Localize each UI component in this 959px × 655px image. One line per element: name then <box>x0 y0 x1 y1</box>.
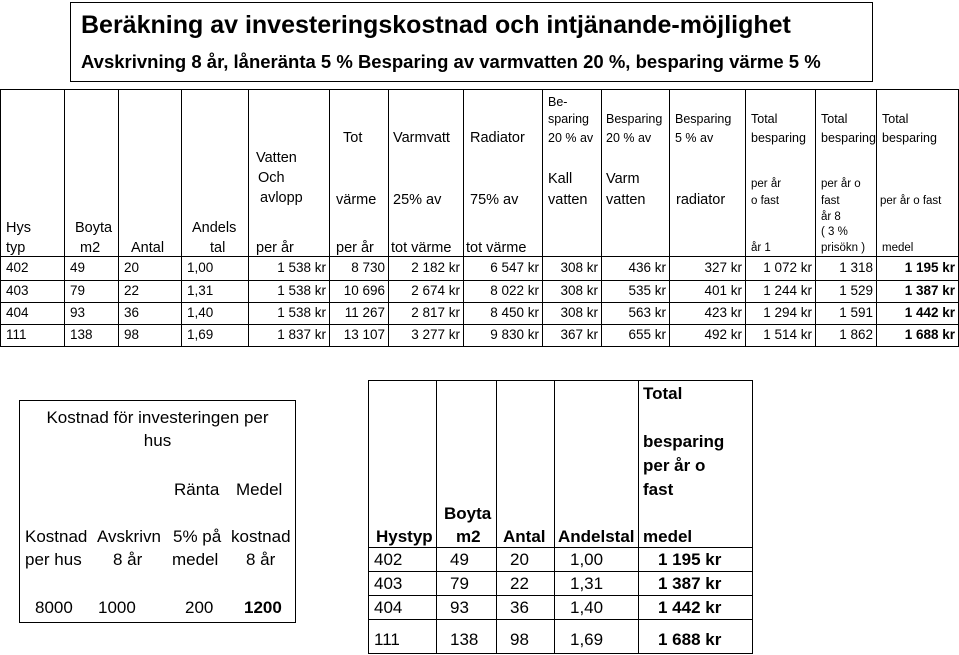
summary-table-cell: 1,40 <box>570 598 604 617</box>
header-boyta-1: Boyta <box>75 220 113 236</box>
main-table-cell: 367 kr <box>560 327 598 342</box>
main-table-cell: 6 547 kr <box>490 260 539 275</box>
summary-table-cell: 36 <box>510 598 529 617</box>
summary-table-cell: 93 <box>450 598 469 617</box>
summary-table-cell: 20 <box>510 550 529 569</box>
main-table-cell: 2 674 kr <box>411 283 460 298</box>
sum-h-total-2: besparing <box>643 432 725 451</box>
header-radiator-3: tot värme <box>466 240 527 256</box>
main-table-cell: 308 kr <box>560 260 598 275</box>
header-besvarm-1: Besparing <box>606 112 663 126</box>
header-beskall-5: vatten <box>548 192 588 208</box>
summary-table-cell: 1,69 <box>570 630 604 649</box>
main-table-cell: 308 kr <box>560 305 598 320</box>
header-total2-5: år 8 <box>821 211 841 223</box>
header-andelstal-1: Andels <box>192 220 237 236</box>
header-total3-3: per år o fast <box>880 195 942 207</box>
header-vatten-3: avlopp <box>260 190 303 206</box>
header-hys-1: Hys <box>6 220 31 236</box>
sum-h-andelstal: Andelstal <box>558 527 635 546</box>
header-beskall-1: Be- <box>548 95 568 109</box>
main-table-cell: 93 <box>70 305 86 320</box>
main-table-cell: 36 <box>124 305 140 320</box>
header-radiator-1: Radiator <box>470 130 525 146</box>
main-table-cell: 402 <box>6 260 29 275</box>
main-table-cell: 1,00 <box>187 260 214 275</box>
header-boyta-2: m2 <box>80 240 101 256</box>
summary-table-cell: 403 <box>374 574 403 593</box>
summary-table-cell: 22 <box>510 574 529 593</box>
header-besvarm-3: Varm <box>606 171 640 187</box>
summary-table-cell: 1,31 <box>570 574 604 593</box>
main-table-cell: 403 <box>6 283 29 298</box>
main-table-cell: 22 <box>124 283 140 298</box>
cost-h-kostnad-1: Kostnad <box>25 527 88 546</box>
header-varmvatt-1: Varmvatt <box>393 130 450 146</box>
header-total3-4: medel <box>882 242 914 254</box>
main-table-cell: 1 538 kr <box>277 283 326 298</box>
cost-h-avskrivn-1: Avskrivn <box>97 527 161 546</box>
summary-table-cell: 98 <box>510 630 529 649</box>
header-total3-2: besparing <box>882 131 937 145</box>
cost-h-avskrivn-2: 8 år <box>113 550 143 569</box>
summary-table-cell: 1,00 <box>570 550 604 569</box>
main-table-cell: 401 kr <box>704 283 742 298</box>
header-total2-4: fast <box>821 195 840 207</box>
sum-h-total-3: per år o <box>643 456 706 475</box>
sum-h-antal: Antal <box>503 527 546 546</box>
main-table-cell: 535 kr <box>628 283 666 298</box>
main-table-cell: 13 107 <box>343 327 385 342</box>
main-table-cell: 8 022 kr <box>490 283 539 298</box>
main-table-cell: 1 195 kr <box>904 260 955 275</box>
summary-table-cell: 402 <box>374 550 403 569</box>
page-title: Beräkning av investeringskostnad och intjänande-möjlighet <box>81 11 791 39</box>
page-subtitle: Avskrivning 8 år, låneränta 5 % Besparing av varmvatten 20 %, besparing värme 5 % <box>81 51 821 72</box>
header-total2-1: Total <box>821 112 848 126</box>
cost-h-medel-1: Medel <box>236 480 283 499</box>
title-box <box>70 2 873 82</box>
main-table-cell: 111 <box>6 327 27 342</box>
main-table-cell: 2 182 kr <box>411 260 460 275</box>
sum-h-total-5: medel <box>643 527 693 546</box>
cost-title-1: Kostnad för investeringen per <box>46 408 269 427</box>
header-radiator-2: 75% av <box>470 192 519 208</box>
main-table-cell: 2 817 kr <box>411 305 460 320</box>
header-besrad-3: radiator <box>676 192 726 208</box>
main-table-cell: 1 529 <box>839 283 873 298</box>
summary-table-cell: 1 442 kr <box>658 598 722 617</box>
main-table-cell: 404 <box>6 305 29 320</box>
summary-table-cell: 79 <box>450 574 469 593</box>
cost-title-2: hus <box>143 431 172 450</box>
header-vatten-4: per år <box>256 240 294 256</box>
header-besvarm-4: vatten <box>606 192 646 208</box>
summary-table-cell: 1 387 kr <box>658 574 722 593</box>
main-table-cell: 1 538 kr <box>277 305 326 320</box>
header-andelstal-2: tal <box>210 240 226 256</box>
cost-h-kostnad-2: per hus <box>25 550 82 569</box>
main-table-cell: 1 514 kr <box>763 327 812 342</box>
main-table-cell: 1 318 <box>839 260 873 275</box>
main-table-cell: 655 kr <box>628 327 666 342</box>
cost-h-ranta-3: medel <box>172 550 219 569</box>
main-table-cell: 20 <box>124 260 140 275</box>
header-vatten-2: Och <box>258 170 285 186</box>
main-table-cell: 11 267 <box>344 305 385 320</box>
main-table-cell: 10 696 <box>343 283 385 298</box>
main-table-cell: 492 kr <box>704 327 742 342</box>
main-table-cell: 423 kr <box>704 305 742 320</box>
header-beskall-4: Kall <box>548 171 573 187</box>
header-totvarme-2: värme <box>336 192 377 208</box>
cost-val-kostnad: 8000 <box>35 598 73 617</box>
header-total1-5: år 1 <box>751 242 771 254</box>
header-varmvatt-2: 25% av <box>393 192 442 208</box>
header-beskall-2: sparing <box>548 112 589 126</box>
header-vatten-1: Vatten <box>256 150 297 166</box>
header-hys-2: typ <box>6 240 26 256</box>
header-besvarm-2: 20 % av <box>606 131 652 145</box>
main-table-cell: 327 kr <box>704 260 742 275</box>
header-besrad-1: Besparing <box>675 112 732 126</box>
cost-h-ranta-1: Ränta <box>174 480 220 499</box>
header-total2-6: ( 3 % <box>821 226 848 238</box>
header-totvarme-3: per år <box>336 240 374 256</box>
header-total2-7: prisökn ) <box>821 242 866 254</box>
header-total3-1: Total <box>882 112 909 126</box>
main-table-cell: 1 688 kr <box>904 327 955 342</box>
summary-table-cell: 138 <box>450 630 479 649</box>
header-total1-3: per år <box>751 178 782 190</box>
main-table-cell: 8 450 kr <box>490 305 539 320</box>
header-total1-2: besparing <box>751 131 806 145</box>
main-table-cell: 1,40 <box>187 305 214 320</box>
header-varmvatt-3: tot värme <box>391 240 452 256</box>
header-beskall-3: 20 % av <box>548 131 594 145</box>
main-table-cell: 436 kr <box>628 260 666 275</box>
header-totvarme-1: Tot <box>343 130 363 146</box>
header-antal: Antal <box>131 240 165 256</box>
main-table-cell: 1,31 <box>187 283 214 298</box>
sum-h-boyta-2: m2 <box>456 527 481 546</box>
header-total2-3: per år o <box>821 178 861 190</box>
header-besrad-2: 5 % av <box>675 131 714 145</box>
sum-h-hystyp: Hystyp <box>376 527 433 546</box>
cost-h-medel-3: 8 år <box>246 550 276 569</box>
summary-table-cell: 49 <box>450 550 469 569</box>
main-table-cell: 1 862 <box>839 327 873 342</box>
summary-table-cell: 404 <box>374 598 403 617</box>
summary-table-cell: 111 <box>374 630 400 649</box>
main-table-cell: 1 591 <box>839 305 873 320</box>
main-table-cell: 1 244 kr <box>763 283 812 298</box>
main-table-cell: 563 kr <box>628 305 666 320</box>
summary-table-cell: 1 195 kr <box>658 550 722 569</box>
cost-h-ranta-2: 5% på <box>173 527 222 546</box>
main-table-cell: 49 <box>70 260 86 275</box>
main-table-cell: 1 072 kr <box>763 260 812 275</box>
main-table-cell: 79 <box>70 283 86 298</box>
main-table-cell: 308 kr <box>560 283 598 298</box>
cost-h-medel-2: kostnad <box>231 527 291 546</box>
main-table-cell: 9 830 kr <box>490 327 539 342</box>
cost-val-ranta: 200 <box>185 598 214 617</box>
main-table-cell: 1,69 <box>187 327 214 342</box>
header-total1-1: Total <box>751 112 778 126</box>
sum-h-total-4: fast <box>643 480 674 499</box>
main-table-cell: 3 277 kr <box>411 327 460 342</box>
cost-val-medel: 1200 <box>244 598 282 617</box>
header-total1-4: o fast <box>751 195 780 207</box>
sum-h-boyta-1: Boyta <box>444 504 492 523</box>
sum-h-total-1: Total <box>643 384 683 403</box>
main-table-cell: 1 538 kr <box>277 260 326 275</box>
main-table-cell: 1 387 kr <box>904 283 955 298</box>
main-table-cell: 1 442 kr <box>904 305 955 320</box>
main-table-cell: 8 730 <box>351 260 385 275</box>
cost-val-avskrivn: 1000 <box>98 598 136 617</box>
main-table-cell: 1 837 kr <box>277 327 326 342</box>
main-table-cell: 98 <box>124 327 140 342</box>
main-table-cell: 1 294 kr <box>763 305 812 320</box>
header-total2-2: besparing <box>821 131 876 145</box>
summary-table-cell: 1 688 kr <box>658 630 722 649</box>
main-table-cell: 138 <box>70 327 93 342</box>
